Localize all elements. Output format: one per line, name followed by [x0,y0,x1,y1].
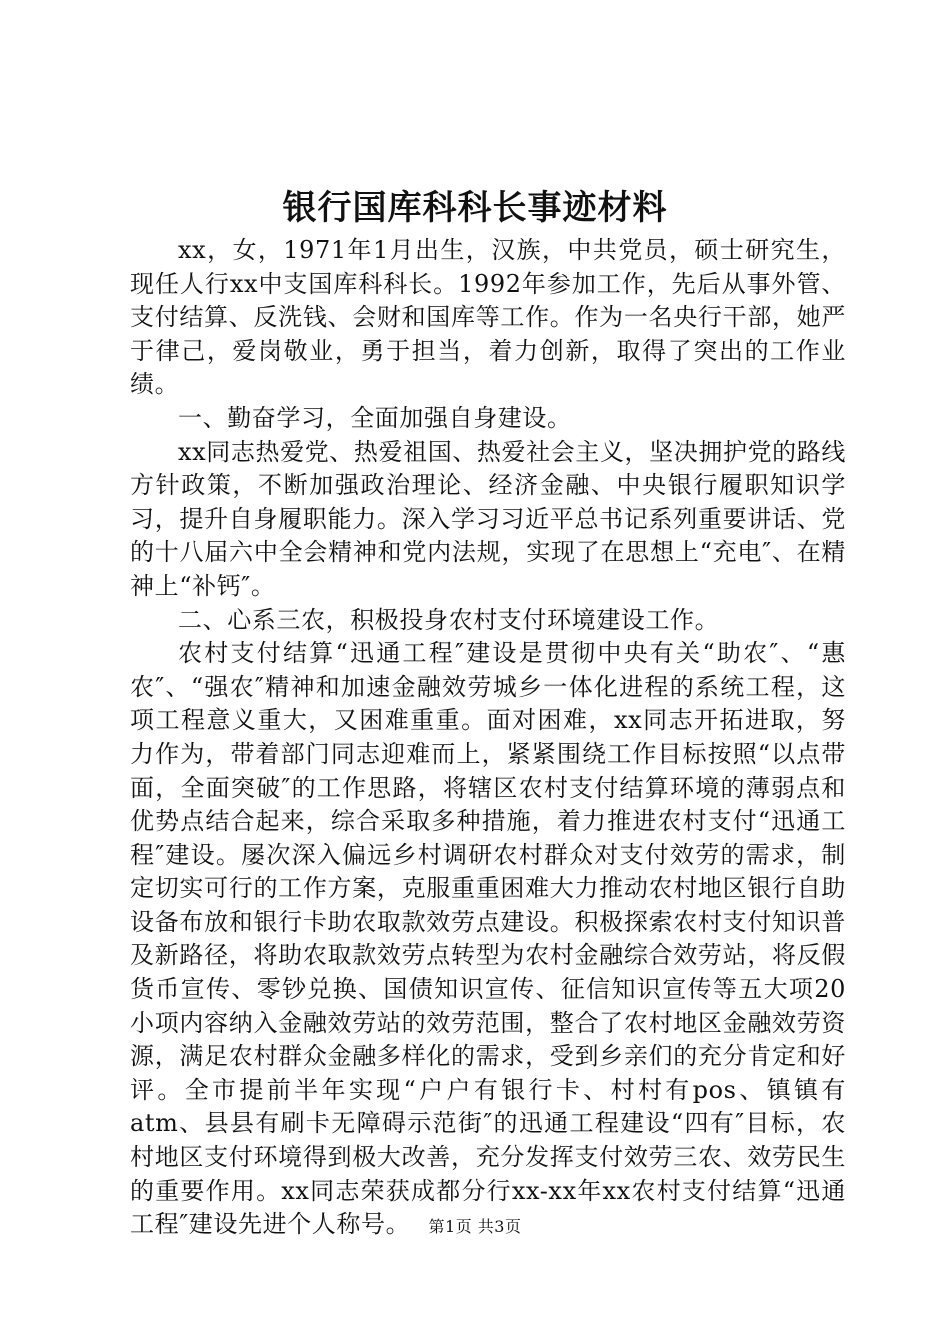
document-title: 银行国库科科长事迹材料 [282,188,668,228]
paragraph-intro: xx，女，1971年1月出生，汉族，中共党员，硕士研究生，现任人行xx中支国库科科长。1992年参加工作，先后从事外管、支付结算、反洗钱、会财和国库等工作。作为一名央行干部，她严于律己，爱岗敬业，勇于担当，着力创新，取得了突出的工作业绩。 [130,236,846,399]
section-heading-2: 二、心系三农，积极投身农村支付环境建设工作。 [178,605,720,634]
page-number-footer: 第1页 共3页 [428,1217,522,1236]
paragraph-study: xx同志热爱党、热爱祖国、热爱社会主义，坚决拥护党的路线方针政策，不断加强政治理论、经济金融、中央银行履职知识学习，提升自身履职能力。深入学习习近平总书记系列重要讲话、党的十八届六中全会精神和党内法规，实现了在思想上“充电″、在精神上“补钙″。 [130,437,846,600]
section-heading-1: 一、勤奋学习，全面加强自身建设。 [178,403,572,432]
paragraph-rural-payment: 农村支付结算“迅通工程″建设是贯彻中央有关“助农″、“惠农″、“强农″精神和加速金融效劳城乡一体化进程的系统工程，这项工程意义重大，又困难重重。面对困难，xx同志开拓进取，努力作为，带着部门同志迎难而上，紧紧围绕工作目标按照“以点带面，全面突破″的工作思路，将辖区农村支付结算环境的薄弱点和优势点结合起来，综合采取多种措施，着力推进农村支付“迅通工程″建设。屡次深入偏远乡村调研农村群众对支付效劳的需求，制定切实可行的工作方案，克服重重困难大力推动农村地区银行自助设备布放和银行卡助农取款效劳点建设。积极探索农村支付知识普及新路径，将助农取款效劳点转型为农村金融综合效劳站，将反假货币宣传、零钞兑换、国债知识宣传、征信知识宣传等五大项20小项内容纳入金融效劳站的效劳范围，整合了农村地区金融效劳资源，满足农村群众金融多样化的需求，受到乡亲们的充分肯定和好评。全市提前半年实现“户户有银行卡、村村有pos、镇镇有atm、县县有刷卡无障碍示范街″的迅通工程建设“四有″目标，农村地区支付环境得到极大改善，充分发挥支付效劳三农、效劳民生的重要作用。xx同志荣获成都分行xx-xx年xx农村支付结算“迅通工程″建设先进个人称号。 [130,639,846,1239]
document-body [130,234,846,1242]
